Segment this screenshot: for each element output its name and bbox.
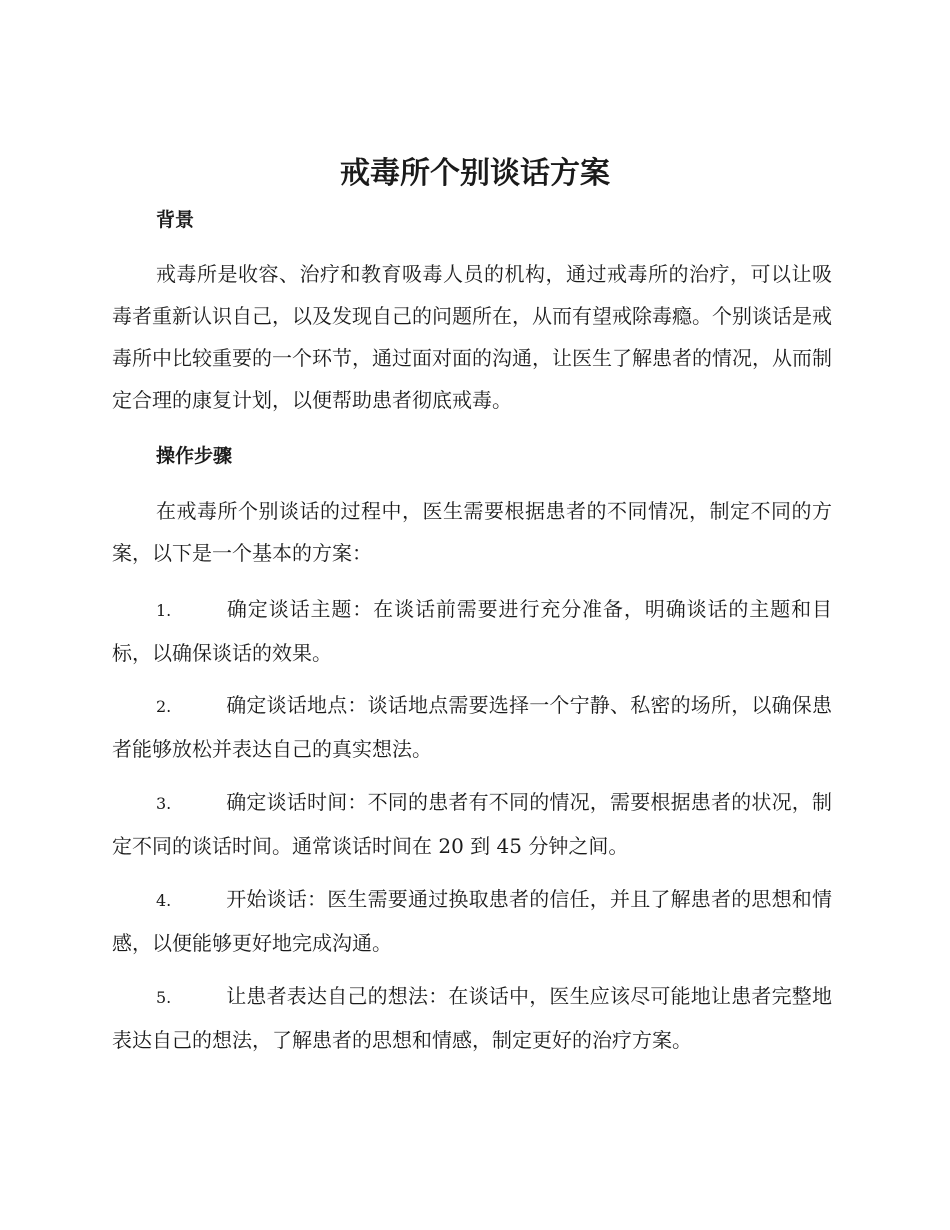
list-item-number: 4. bbox=[156, 891, 172, 910]
list-item-text: 开始谈话：医生需要通过换取患者的信任，并且了解患者的思想和情感，以便能够更好地完成沟通。 bbox=[112, 887, 832, 955]
list-item bbox=[112, 588, 832, 674]
section-heading-steps: 操作步骤 bbox=[156, 445, 233, 467]
list-item-text: 确定谈话主题：在谈话前需要进行充分准备，明确谈话的主题和目标，以确保谈话的效果。 bbox=[112, 597, 832, 665]
list-item bbox=[112, 878, 832, 964]
list-item-text: 让患者表达自己的想法：在谈话中，医生应该尽可能地让患者完整地表达自己的想法，了解患者的思想和情感，制定更好的治疗方案。 bbox=[112, 984, 832, 1052]
list-item bbox=[112, 975, 832, 1061]
steps-intro-paragraph: 在戒毒所个别谈话的过程中，医生需要根据患者的不同情况，制定不同的方案，以下是一个基本的方案： bbox=[112, 499, 832, 565]
list-item bbox=[112, 684, 832, 770]
list-item-number: 3. bbox=[156, 794, 172, 813]
list-item-number: 2. bbox=[156, 697, 172, 716]
list-item-number: 1. bbox=[156, 601, 172, 620]
section-heading-background: 背景 bbox=[156, 209, 195, 231]
document-title: 戒毒所个别谈话方案 bbox=[340, 156, 610, 191]
list-item bbox=[112, 781, 832, 867]
list-item-number: 5. bbox=[156, 988, 172, 1007]
list-item-text: 确定谈话时间：不同的患者有不同的情况，需要根据患者的状况，制定不同的谈话时间。通常谈话时间在 20 到 45 分钟之间。 bbox=[112, 790, 832, 858]
background-paragraph: 戒毒所是收容、治疗和教育吸毒人员的机构，通过戒毒所的治疗，可以让吸毒者重新认识自己，以及发现自己的问题所在，从而有望戒除毒瘾。个别谈话是戒毒所中比较重要的一个环节，通过面对面的沟通，让医生了解患者的情况，从而制定合理的康复计划，以便帮助患者彻底戒毒。 bbox=[112, 262, 832, 412]
list-item-text: 确定谈话地点：谈话地点需要选择一个宁静、私密的场所，以确保患者能够放松并表达自己的真实想法。 bbox=[112, 693, 832, 761]
